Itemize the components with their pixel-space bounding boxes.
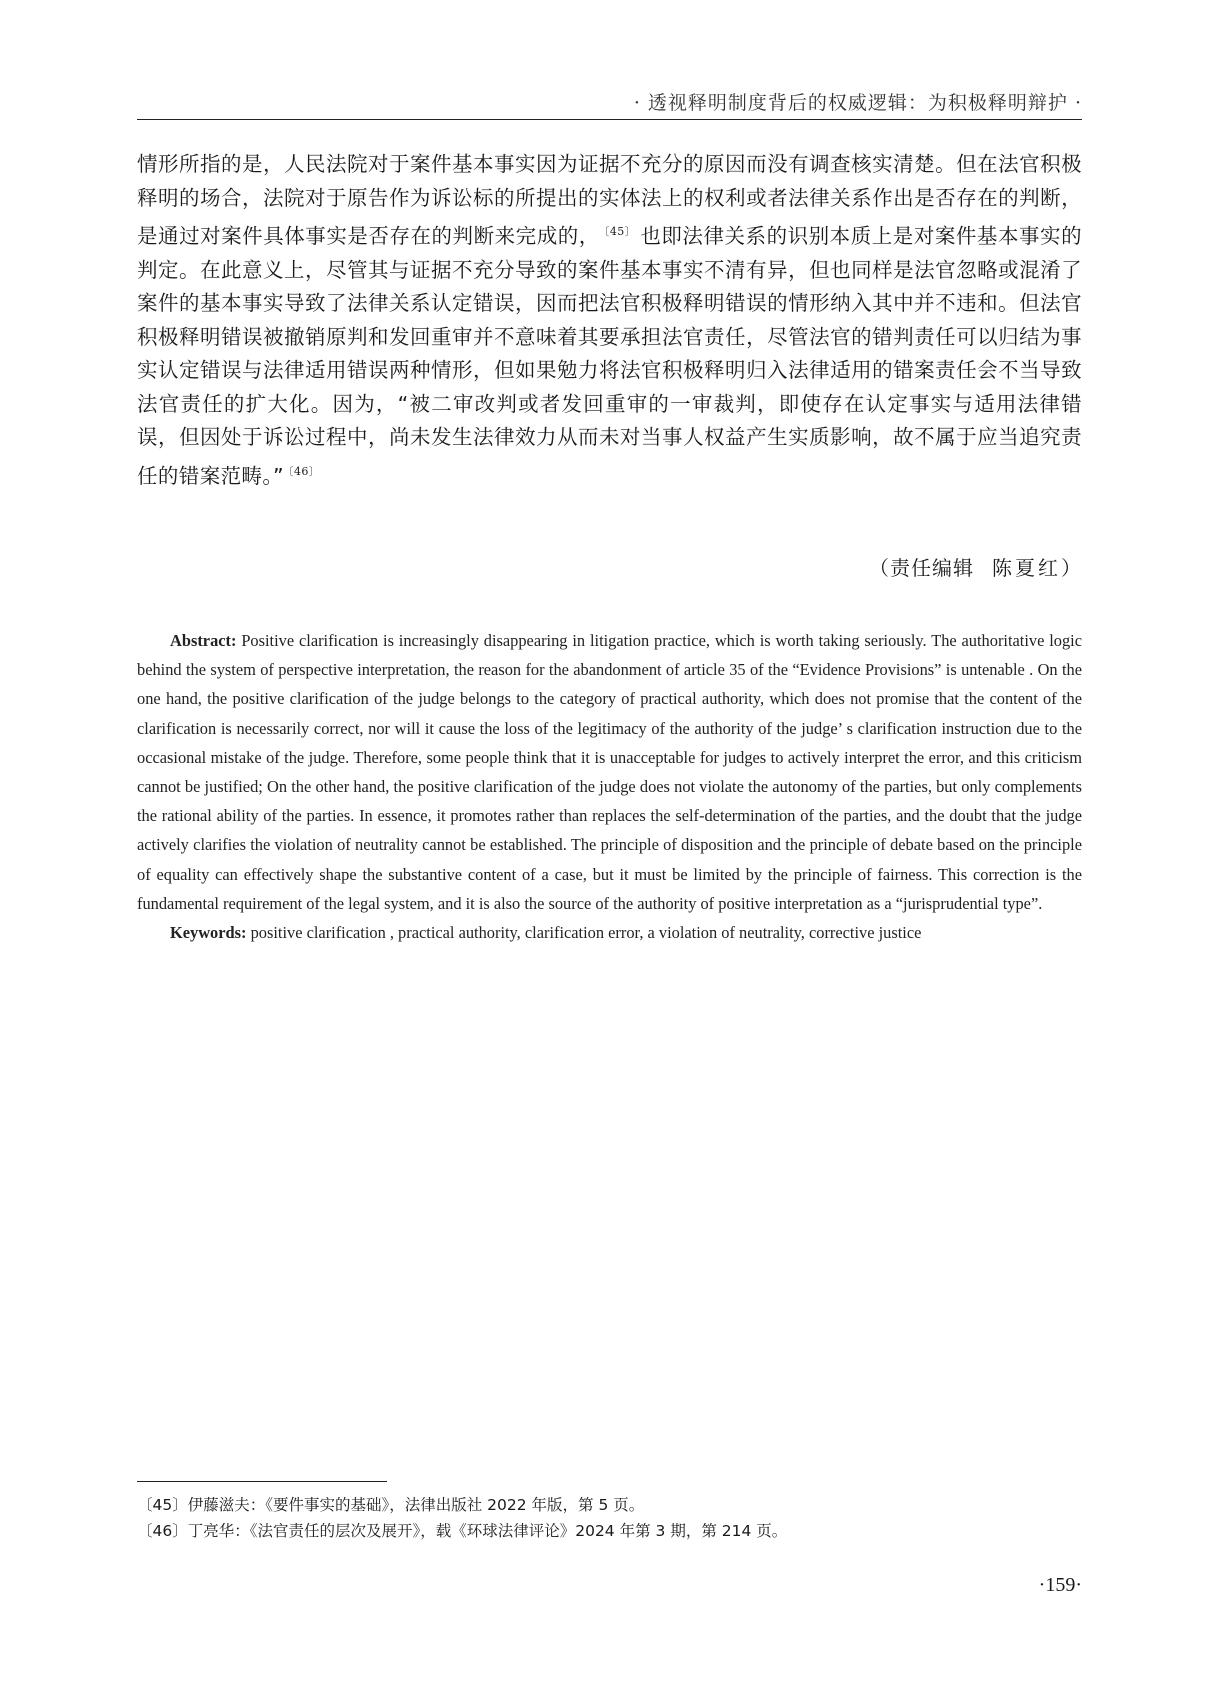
keywords-text: positive clarification , practical authority, clarification error, a violation of neutrality, corrective justice [250, 923, 922, 943]
page-number: ·159· [1038, 1574, 1082, 1596]
abstract-label: Abstract: [170, 631, 237, 650]
footnote-ref-46[interactable]: 〔46〕 [288, 464, 321, 478]
keywords-paragraph [137, 918, 1082, 947]
body-text [137, 148, 1082, 493]
body-text-part-2: 也即法律关系的识别本质上是对案件基本事实的判定。在此意义上，尽管其与证据不充分导致的案件基本事实不清有异，但也同样是法官忽略或混淆了案件的基本事实导致了法律关系认定错误，因而把法官积极释明错误的情形纳入其中并不违和。但法官积极释明错误被撤销原判和发回重审并不意味着其要承担法官责任，尽管法官的错判责任可以归结为事实认定错误与法律适用错误两种情形，但如果勉力将法官积极释明归入法律适用的错案责任会不当导致法官责任的扩大化。因为，“被二审改判或者发回重审的一审裁判，即使存在认定事实与适用法律错误，但因处于诉讼过程中，尚未发生法律效力从而未对当事人权益产生实质影响，故不属于应当追究责任的错案范畴。” [137, 224, 1082, 488]
english-abstract [137, 626, 1082, 947]
editor-label: （责任编辑 [869, 556, 974, 580]
abstract-text: Positive clarification is increasingly disappearing in litigation practice, which is worth taking seriously. The authoritative logic behind the system of perspective interpretation, the reason for the abandonment of article 35 of the “Evidence Provisions” is untenable . On the one hand, the positive clarification of the judge belongs to the category of practical authority, which does not promise that the content of the clarification is necessarily correct, nor will it cause the loss of the legitimacy of the authority of the judge’ s clarification instruction due to the occasional mistake of the judge. Therefore, some people think that it is unacceptable for judges to actively interpret the error, and this criticism cannot be justified; On the other hand, the positive clarification of the judge does not violate the autonomy of the parties, but only complements the rational ability of the parties. In essence, it promotes rather than replaces the self-determination of the parties, and the doubt that the judge actively clarifies the violation of neutrality cannot be established. The principle of disposition and the principle of debate based on the principle of equality can effectively shape the substantive content of a case, but it must be limited by the principle of fairness. This correction is the fundamental requirement of the legal system, and it is also the source of the authority of positive interpretation as a “jurisprudential type”. [137, 631, 1082, 913]
abstract-paragraph [137, 626, 1082, 918]
header-divider [137, 119, 1082, 120]
running-head: · 透视释明制度背后的权威逻辑：为积极释明辩护 · [633, 92, 1082, 114]
footnote-divider [137, 1481, 387, 1482]
keywords-label: Keywords: [170, 923, 247, 943]
footnotes [137, 1492, 1082, 1544]
responsible-editor [869, 552, 1082, 581]
body-text-part-1: 情形所指的是，人民法院对于案件基本事实因为证据不充分的原因而没有调查核实清楚。但在法官积极释明的场合，法院对于原告作为诉讼标的所提出的实体法上的权利或者法律关系作出是否存在的判断，是通过对案件具体事实是否存在的判断来完成的， [137, 152, 1082, 248]
footnote-45: 〔45〕伊藤滋夫：《要件事实的基础》，法律出版社 2022 年版，第 5 页。 [137, 1496, 645, 1514]
footnote-46: 〔46〕丁亮华：《法官责任的层次及展开》，载《环球法律评论》2024 年第 3 期，第 214 页。 [137, 1522, 788, 1540]
footnote-ref-45[interactable]: 〔45〕 [603, 225, 637, 238]
editor-close: ） [1061, 556, 1082, 580]
editor-name: 陈夏红 [992, 556, 1061, 580]
body-paragraph [137, 148, 1082, 493]
